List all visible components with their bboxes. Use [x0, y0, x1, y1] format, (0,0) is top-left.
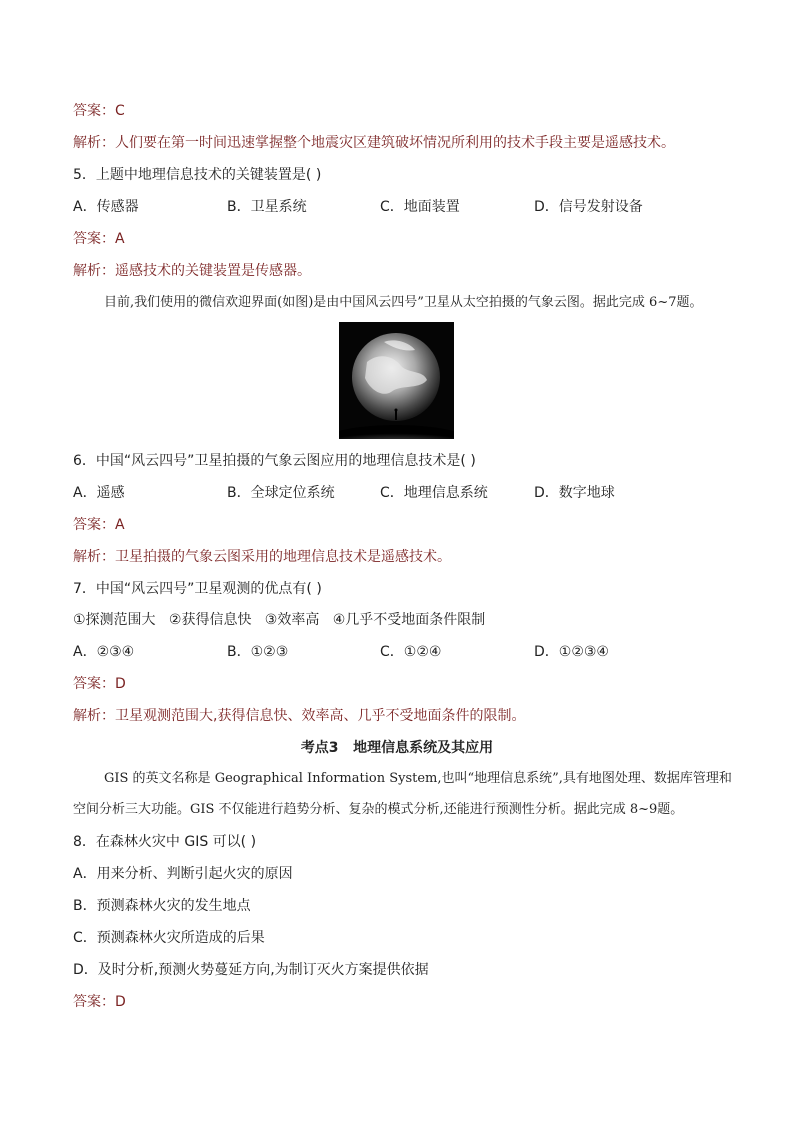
q7-option-d: D．①②③④	[534, 644, 609, 660]
intro-q8-q9-line1: GIS 的英文名称是 Geographical Information System,也叫“地理信息系统”,具有地图处理、数据库管理和	[104, 771, 732, 786]
q7-answer: 答案：D	[73, 676, 126, 692]
q7-stem: 7．中国“风云四号”卫星观测的优点有( )	[73, 581, 322, 597]
q5-option-b: B．卫星系统	[227, 199, 307, 215]
q7-explanation: 解析：卫星观测范围大,获得信息快、效率高、几乎不受地面条件的限制。	[73, 708, 526, 724]
q5-answer: 答案：A	[73, 231, 125, 247]
q4-explanation: 解析：人们要在第一时间迅速掌握整个地震灾区建筑破坏情况所利用的技术手段主要是遥感技术。	[73, 135, 675, 151]
q8-answer: 答案：D	[73, 994, 126, 1010]
q7-option-a: A．②③④	[73, 644, 135, 660]
section-heading: 考点3 地理信息系统及其应用	[300, 740, 494, 756]
q7-option-c: C．①②④	[380, 644, 442, 660]
q6-stem: 6．中国“风云四号”卫星拍摄的气象云图应用的地理信息技术是( )	[73, 453, 476, 469]
q6-option-a: A．遥感	[73, 485, 125, 501]
q5-explanation: 解析：遥感技术的关键装置是传感器。	[73, 263, 311, 279]
q7-items: ①探测范围大 ②获得信息快 ③效率高 ④几乎不受地面条件限制	[73, 612, 486, 628]
intro-q8-q9-line2: 空间分析三大功能。GIS 不仅能进行趋势分析、复杂的模式分析,还能进行预测性分析。据此完成 8~9题。	[73, 802, 684, 817]
q6-option-b: B．全球定位系统	[227, 485, 335, 501]
q8-option-b: B．预测森林火灾的发生地点	[73, 898, 251, 914]
q6-explanation: 解析：卫星拍摄的气象云图采用的地理信息技术是遥感技术。	[73, 549, 451, 565]
q5-stem: 5．上题中地理信息技术的关键装置是( )	[73, 167, 322, 183]
intro-q6-q7: 目前,我们使用的微信欢迎界面(如图)是由中国风云四号”卫星从太空拍摄的气象云图。据此完成 6~7题。	[104, 295, 703, 310]
q6-answer: 答案：A	[73, 517, 125, 533]
q8-stem: 8．在森林火灾中 GIS 可以( )	[73, 834, 257, 850]
q8-option-a: A．用来分析、判断引起火灾的原因	[73, 866, 293, 882]
q4-answer: 答案：C	[73, 103, 125, 119]
q5-option-a: A．传感器	[73, 199, 139, 215]
q6-option-c: C．地理信息系统	[380, 485, 488, 501]
q7-option-b: B．①②③	[227, 644, 289, 660]
q5-option-c: C．地面装置	[380, 199, 460, 215]
q5-option-d: D．信号发射设备	[534, 199, 643, 215]
q8-option-c: C．预测森林火灾所造成的后果	[73, 930, 265, 946]
q8-option-d: D．及时分析,预测火势蔓延方向,为制订灭火方案提供依据	[73, 962, 429, 978]
earth-satellite-image	[339, 322, 454, 439]
q6-option-d: D．数字地球	[534, 485, 615, 501]
